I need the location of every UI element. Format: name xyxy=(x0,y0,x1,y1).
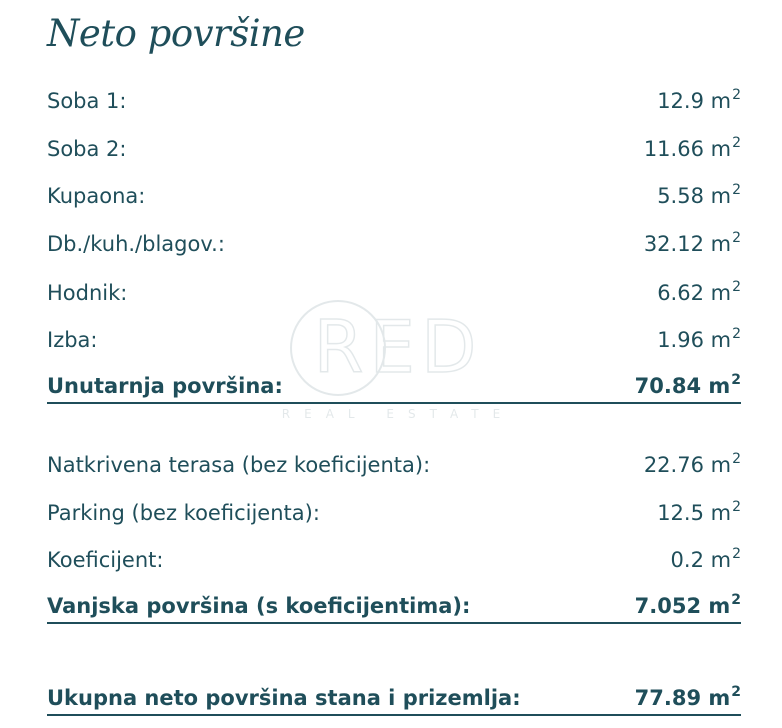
unit-superscript: 2 xyxy=(732,451,741,467)
grand-total-label: Ukupna neto površina stana i prizemlja: xyxy=(47,686,521,710)
area-row-parking xyxy=(47,499,741,529)
area-row-izba xyxy=(47,326,741,356)
row-label: Koeficijent: xyxy=(47,548,164,572)
area-row-soba-1 xyxy=(47,87,741,117)
page-title: Neto površine xyxy=(47,12,305,55)
watermark-tagline: REAL ESTATE xyxy=(281,407,515,421)
row-value: 12.9 m xyxy=(657,89,732,113)
grand-total-value: 77.89 m xyxy=(634,686,731,710)
area-row-natkrivena-terasa xyxy=(47,451,741,481)
total-row-vanjska xyxy=(47,592,741,624)
unit-superscript: 2 xyxy=(732,182,741,198)
unit-superscript: 2 xyxy=(732,279,741,295)
unit-superscript: 2 xyxy=(732,326,741,342)
row-value: 0.2 m xyxy=(670,548,732,572)
watermark-letters: RED xyxy=(313,305,483,389)
area-row-dnevni-boravak xyxy=(47,230,741,260)
unit-superscript: 2 xyxy=(731,592,741,608)
area-row-soba-2 xyxy=(47,135,741,165)
unit-superscript: 2 xyxy=(732,87,741,103)
red-logo-watermark xyxy=(278,300,518,430)
row-value: 12.5 m xyxy=(657,501,732,525)
unit-superscript: 2 xyxy=(731,372,741,388)
unit-superscript: 2 xyxy=(732,546,741,562)
row-label: Soba 2: xyxy=(47,137,127,161)
row-value: 11.66 m xyxy=(643,137,732,161)
row-value: 22.76 m xyxy=(643,453,732,477)
area-row-kupaona xyxy=(47,182,741,212)
row-label: Kupaona: xyxy=(47,184,146,208)
total-label: Unutarnja površina: xyxy=(47,374,283,398)
unit-superscript: 2 xyxy=(732,499,741,515)
unit-superscript: 2 xyxy=(732,230,741,246)
row-value: 6.62 m xyxy=(657,281,732,305)
row-value: 1.96 m xyxy=(657,328,732,352)
row-label: Soba 1: xyxy=(47,89,127,113)
total-label: Vanjska površina (s koeficijentima): xyxy=(47,594,471,618)
total-value: 70.84 m xyxy=(634,374,731,398)
area-row-koeficijent xyxy=(47,546,741,576)
unit-superscript: 2 xyxy=(732,135,741,151)
row-label: Parking (bez koeficijenta): xyxy=(47,501,320,525)
row-label: Izba: xyxy=(47,328,98,352)
row-label: Natkrivena terasa (bez koeficijenta): xyxy=(47,453,431,477)
area-row-hodnik xyxy=(47,279,741,309)
row-value: 32.12 m xyxy=(643,232,732,256)
row-value: 5.58 m xyxy=(657,184,732,208)
row-label: Hodnik: xyxy=(47,281,128,305)
grand-total-row xyxy=(47,684,741,716)
total-value: 7.052 m xyxy=(634,594,731,618)
unit-superscript: 2 xyxy=(731,684,741,700)
row-label: Db./kuh./blagov.: xyxy=(47,232,225,256)
total-row-unutarnja xyxy=(47,372,741,404)
